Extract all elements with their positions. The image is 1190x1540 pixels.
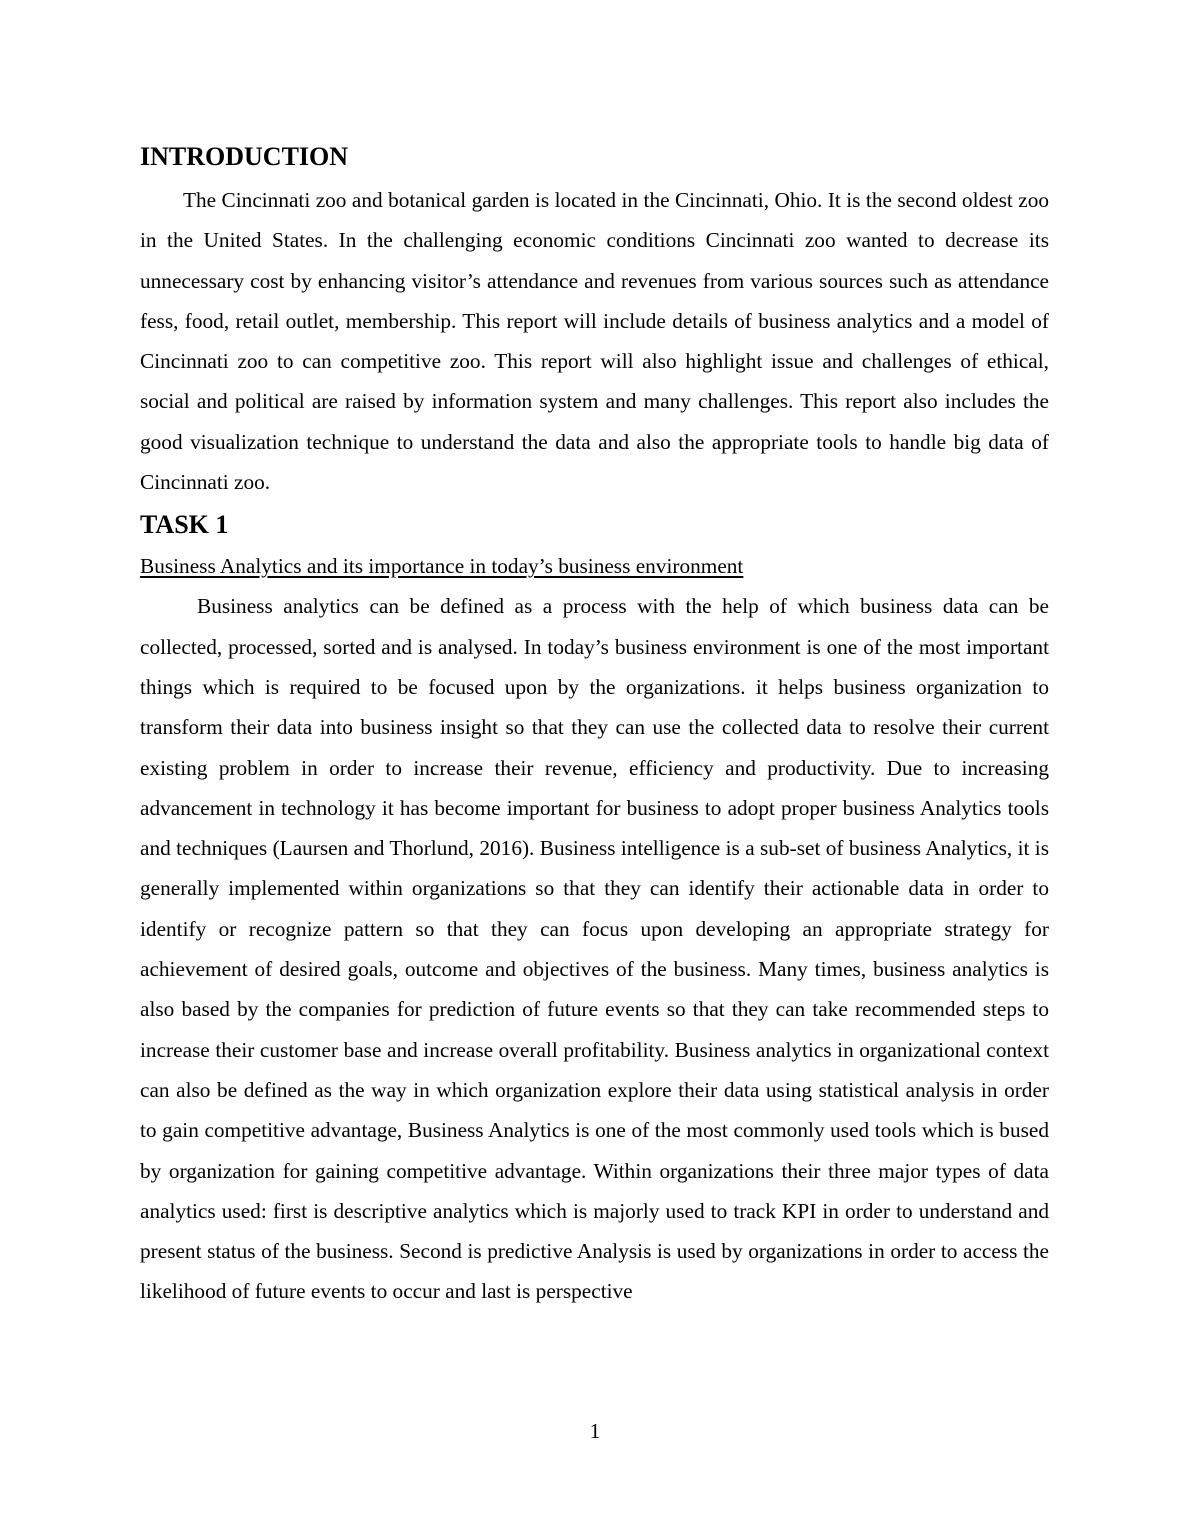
introduction-paragraph: The Cincinnati zoo and botanical garden is located in the Cincinnati, Ohio. It is the second oldest zoo in the United States. In the challenging economic conditions Cincinnati zoo wanted to decrease its unnecessary cost by enhancing visitor’s attendance and revenues from various sources such as attendance fess, food, retail outlet, membership. This report will include details of business analytics and a model of Cincinnati zoo to can competitive zoo. This report will also highlight issue and challenges of ethical, social and political are raised by information system and many challenges. This report also includes the good visualization technique to understand the data and also the appropriate tools to handle big data of Cincinnati zoo. xyxy=(140,188,1049,495)
task1-heading: TASK 1 xyxy=(140,510,229,540)
task1-subheading: Business Analytics and its importance in today’s business environment xyxy=(140,554,744,579)
page-number: 1 xyxy=(589,1419,601,1443)
page-content xyxy=(140,140,1049,1312)
introduction-heading: INTRODUCTION xyxy=(140,142,349,171)
task1-paragraph: Business analytics can be defined as a process with the help of which business data can be collected, processed, sorted and is analysed. In today’s business environment is one of the most important things which is required to be focused upon by the organizations. it helps business organization to transform their data into business insight so that they can use the collected data to resolve their current existing problem in order to increase their revenue, efficiency and productivity. Due to increasing advancement in technology it has become important for business to adopt proper business Analytics tools and techniques (Laursen and Thorlund, 2016). Business intelligence is a sub-set of business Analytics, it is generally implemented within organizations so that they can identify their actionable data in order to identify or recognize pattern so that they can focus upon developing an appropriate strategy for achievement of desired goals, outcome and objectives of the business. Many times, business analytics is also based by the companies for prediction of future events so that they can take recommended steps to increase their customer base and increase overall profitability. Business analytics in organizational context can also be defined as the way in which organization explore their data using statistical analysis in order to gain competitive advantage, Business Analytics is one of the most commonly used tools which is bused by organization for gaining competitive advantage. Within organizations their three major types of data analytics used: first is descriptive analytics which is majorly used to track KPI in order to understand and present status of the business. Second is predictive Analysis is used by organizations in order to access the likelihood of future events to occur and last is perspective xyxy=(140,594,1049,1304)
